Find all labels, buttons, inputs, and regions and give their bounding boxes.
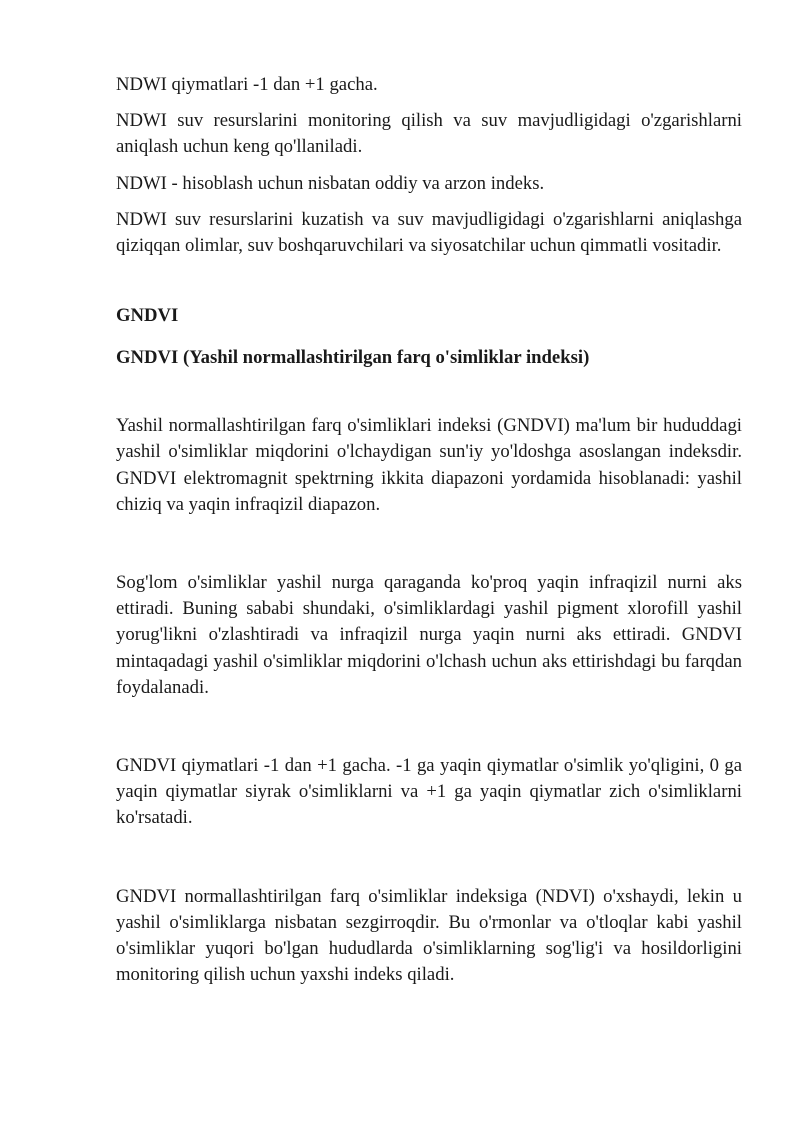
section-subtitle: GNDVI (Yashil normallashtirilgan farq o'simliklar indeksi) (116, 347, 590, 369)
section-title: GNDVI (116, 305, 179, 327)
document-page (116, 72, 742, 988)
paragraph-ndwi-cost: NDWI - hisoblash uchun nisbatan oddiy va arzon indeks. (116, 172, 545, 194)
paragraph-gndvi-reflection: Sog'lom o'simliklar yashil nurga qaraganda ko'proq yaqin infraqizil nurni aks ettiradi. Buning sababi shundaki, o'simliklardagi yashil pigment xlorofill yashil yorug'likni o'zlashtiradi va infraqizil nurga yaqin nurni aks ettiradi. GNDVI mintaqadagi yashil o'simliklar miqdorini o'lchash uchun aks ettirishdagi bu farqdan foydalanadi. (116, 572, 742, 698)
paragraph-gndvi-definition: Yashil normallashtirilgan farq o'simliklari indeksi (GNDVI) ma'lum bir hududdagi yashil o'simliklar miqdorini o'lchaydigan sun'iy yo'ldoshga asoslangan indeksdir. GNDVI elektromagnit spektrning ikkita diapazoni yordamida hisoblanadi: yashil chiziq va yaqin infraqizil diapazon. (116, 415, 742, 515)
paragraph-ndwi-range: NDWI qiymatlari -1 dan +1 gacha. (116, 74, 378, 95)
paragraph-ndwi-usage: NDWI suv resurslarini monitoring qilish va suv mavjudligidagi o'zgarishlarni aniqlash uchun keng qo'llaniladi. (116, 110, 742, 158)
paragraph-ndwi-value: NDWI suv resurslarini kuzatish va suv mavjudligidagi o'zgarishlarni aniqlashga qiziqqan olimlar, suv boshqaruvchilari va siyosatchilar uchun qimmatli vositadir. (116, 208, 742, 257)
paragraph-gndvi-range: GNDVI qiymatlari -1 dan +1 gacha. -1 ga yaqin qiymatlar o'simlik yo'qligini, 0 ga yaqin qiymatlar siyrak o'simliklarni va +1 ga yaqin qiymatlar zich o'simliklarni ko'rsatadi. (116, 755, 742, 829)
paragraph-gndvi-comparison: GNDVI normallashtirilgan farq o'simliklar indeksiga (NDVI) o'xshaydi, lekin u yashil o'simliklarga nisbatan sezgirroqdir. Bu o'rmonlar va o'tloqlar kabi yashil o'simliklar yuqori bo'lgan hududlarda o'simliklarning sog'lig'i va hosildorligini monitoring qilish uchun yaxshi indeks qiladi. (116, 885, 742, 986)
